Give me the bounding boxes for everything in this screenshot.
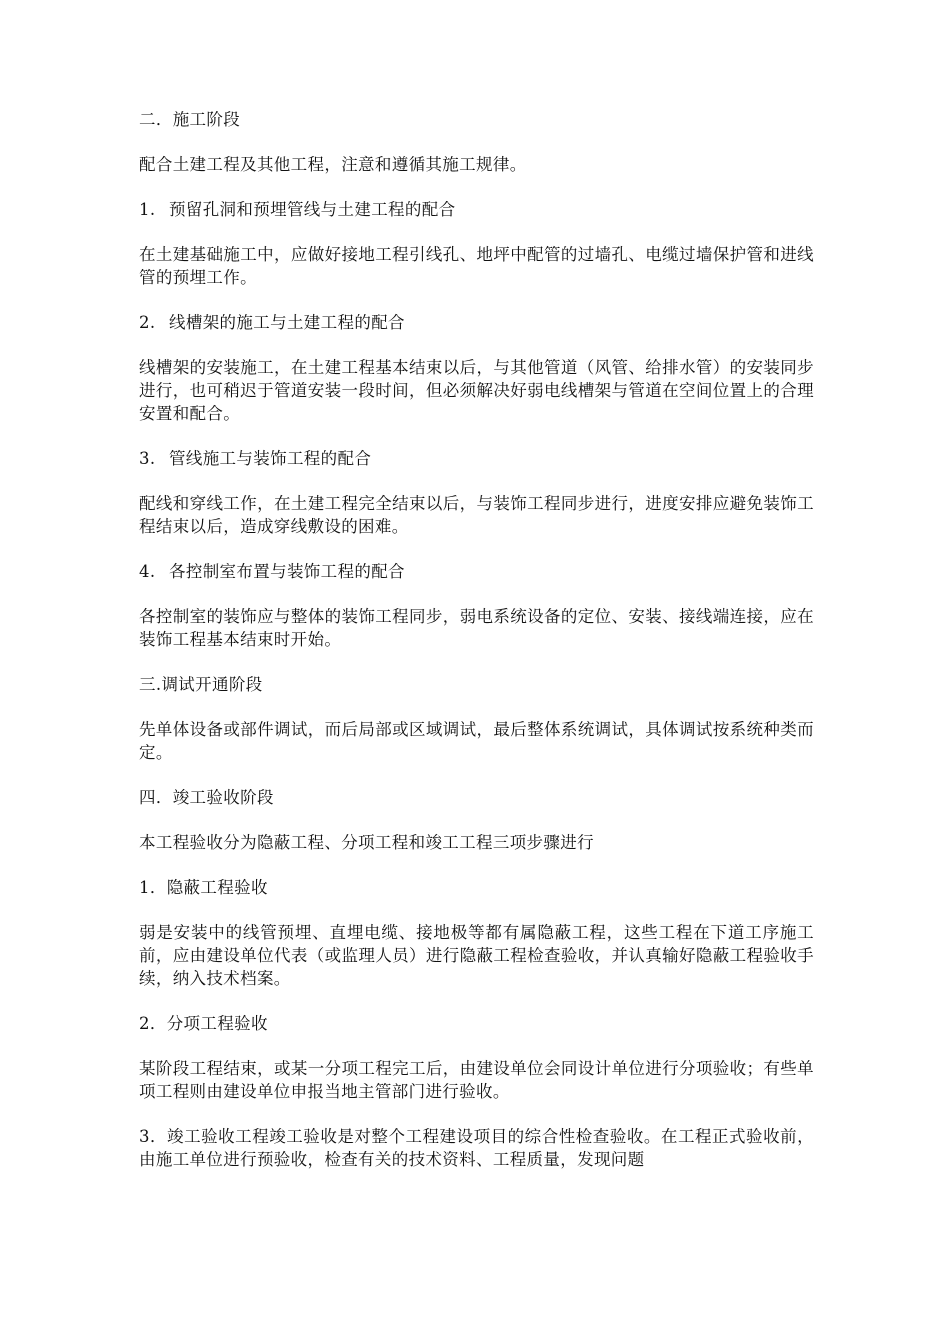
item-heading-pipeline-decoration	[139, 447, 814, 470]
paragraph-control-room: 各控制室的装饰应与整体的装饰工程同步，弱电系统设备的定位、安装、接线端连接，应在装饰工程基本结束时开始。	[139, 607, 814, 649]
paragraph-concealed-works: 弱是安装中的线管预埋、直埋电缆、接地极等都有属隐蔽工程，这些工程在下道工序施工前，应由建设单位代表（或监理人员）进行隐蔽工程检查验收，并认真输好隐蔽工程验收手续，纳入技术档案。	[139, 923, 814, 988]
paragraph-cable-tray: 线槽架的安装施工，在土建工程基本结束以后，与其他管道（风管、给排水管）的安装同步进行，也可稍迟于管道安装一段时间，但必须解决好弱电线槽架与管道在空间位置上的合理安置和配合。	[139, 358, 814, 423]
document-body	[139, 108, 814, 1171]
item-title: 预留孔洞和预埋管线与土建工程的配合	[169, 200, 456, 219]
item-number: 2.	[139, 313, 156, 332]
paragraph-pipeline-decoration: 配线和穿线工作，在土建工程完全结束以后，与装饰工程同步进行，进度安排应避免装饰工程结束以后，造成穿线敷设的困难。	[139, 494, 814, 536]
section-heading-acceptance: 四．竣工验收阶段	[139, 788, 274, 807]
item-number: 3.	[139, 449, 156, 468]
item-number: 4.	[139, 562, 156, 581]
item-title: 管线施工与装饰工程的配合	[169, 449, 372, 468]
item-heading-cable-tray	[139, 311, 814, 334]
paragraph-acceptance-intro: 本工程验收分为隐蔽工程、分项工程和竣工工程三项步骤进行	[139, 833, 594, 852]
item-number: 1.	[139, 200, 156, 219]
item-title: 线槽架的施工与土建工程的配合	[169, 313, 405, 332]
item-heading-concealed-works: 1．隐蔽工程验收	[139, 878, 268, 897]
paragraph-construction-intro: 配合土建工程及其他工程，注意和遵循其施工规律。	[139, 155, 527, 174]
paragraph-commissioning: 先单体设备或部件调试，而后局部或区域调试，最后整体系统调试，具体调试按系统种类而定。	[139, 720, 814, 762]
item-title: 各控制室布置与装饰工程的配合	[169, 562, 405, 581]
item-heading-sub-item-acceptance: 2．分项工程验收	[139, 1014, 268, 1033]
item-heading-reserved-holes	[139, 198, 814, 221]
section-heading-construction-stage: 二．施工阶段	[139, 110, 241, 129]
item-heading-control-room	[139, 560, 814, 583]
section-heading-commissioning: 三.调试开通阶段	[139, 675, 263, 694]
paragraph-reserved-holes: 在土建基础施工中，应做好接地工程引线孔、地坪中配管的过墙孔、电缆过墙保护管和进线管的预埋工作。	[139, 245, 814, 287]
paragraph-sub-item-acceptance: 某阶段工程结束，或某一分项工程完工后，由建设单位会同设计单位进行分项验收；有些单项工程则由建设单位申报当地主管部门进行验收。	[139, 1059, 814, 1101]
paragraph-completion-acceptance: 3．竣工验收工程竣工验收是对整个工程建设项目的综合性检查验收。在工程正式验收前，由施工单位进行预验收，检查有关的技术资料、工程质量，发现问题	[139, 1127, 814, 1169]
